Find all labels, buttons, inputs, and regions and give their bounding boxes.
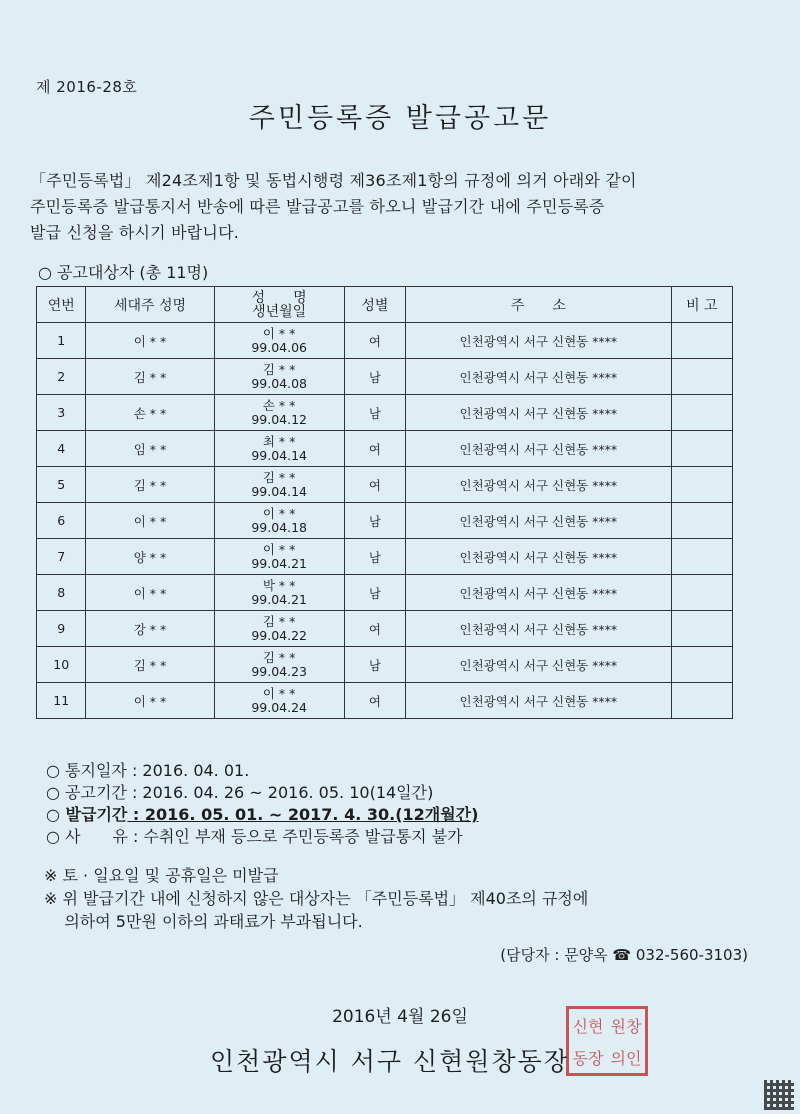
row-note (671, 611, 732, 647)
row-address: 인천광역시 서구 신현동 **** (406, 647, 672, 683)
row-name: 최 * * (262, 433, 296, 449)
row-address: 인천광역시 서구 신현동 **** (406, 467, 672, 503)
row-name-dob (214, 575, 344, 611)
row-note (671, 359, 732, 395)
row-name: 이 * * (262, 685, 296, 701)
row-number: 7 (37, 539, 86, 575)
row-note (671, 431, 732, 467)
row-note (671, 503, 732, 539)
table-row (37, 683, 733, 719)
row-dob: 99.04.06 (251, 339, 307, 355)
qr-code-icon (764, 1080, 794, 1110)
row-dob: 99.04.12 (251, 411, 307, 427)
row-household-head: 손 * * (86, 395, 214, 431)
row-name-dob (214, 431, 344, 467)
row-sex: 여 (344, 323, 405, 359)
row-household-head: 김 * * (86, 647, 214, 683)
row-address: 인천광역시 서구 신현동 **** (406, 503, 672, 539)
row-address: 인천광역시 서구 신현동 **** (406, 539, 672, 575)
table-row (37, 323, 733, 359)
row-address: 인천광역시 서구 신현동 **** (406, 683, 672, 719)
row-household-head: 양 * * (86, 539, 214, 575)
col-header-address: 주 소 (406, 287, 672, 323)
row-name: 이 * * (262, 541, 296, 557)
row-name-dob (214, 323, 344, 359)
row-name-dob (214, 539, 344, 575)
row-note (671, 647, 732, 683)
row-name-dob (214, 647, 344, 683)
row-address: 인천광역시 서구 신현동 **** (406, 395, 672, 431)
row-name: 박 * * (262, 577, 296, 593)
row-number: 10 (37, 647, 86, 683)
row-household-head: 강 * * (86, 611, 214, 647)
col-header-head: 세대주 성명 (86, 287, 214, 323)
table-row (37, 395, 733, 431)
row-dob: 99.04.21 (251, 555, 307, 571)
row-note (671, 395, 732, 431)
row-dob: 99.04.23 (251, 663, 307, 679)
row-address: 인천광역시 서구 신현동 **** (406, 575, 672, 611)
table-row (37, 503, 733, 539)
issue-date: 2016년 4월 26일 (332, 1007, 468, 1027)
row-name-dob (214, 359, 344, 395)
row-name: 김 * * (262, 361, 296, 377)
col-header-note: 비 고 (671, 287, 732, 323)
notes (44, 864, 588, 933)
row-dob: 99.04.18 (251, 519, 307, 535)
intro-line: 주민등록증 발급통지서 반송에 따른 발급공고를 하오니 발급기간 내에 주민등록증 (30, 197, 605, 216)
col-header-no: 연번 (37, 287, 86, 323)
table-row (37, 431, 733, 467)
row-name-dob (214, 503, 344, 539)
intro-paragraph (30, 168, 770, 246)
row-address: 인천광역시 서구 신현동 **** (406, 359, 672, 395)
table-row (37, 467, 733, 503)
row-household-head: 임 * * (86, 431, 214, 467)
notice-date: ○ 통지일자 : 2016. 04. 01. (46, 761, 250, 780)
issuer-name: 인천광역시 서구 신현원창동장 (210, 1047, 570, 1076)
row-name-dob (214, 611, 344, 647)
table-row (37, 539, 733, 575)
row-sex: 여 (344, 467, 405, 503)
issue-period-label: ○ 발급기간 (46, 805, 128, 824)
seal-char: 동장 (572, 1048, 604, 1068)
row-dob: 99.04.24 (251, 699, 307, 715)
row-household-head: 이 * * (86, 575, 214, 611)
row-dob: 99.04.21 (251, 591, 307, 607)
issue-period-value: : 2016. 05. 01. ~ 2017. 4. 30.(12개월간) (127, 805, 479, 824)
row-note (671, 467, 732, 503)
page-title: 주민등록증 발급공고문 (248, 103, 552, 134)
row-dob: 99.04.14 (251, 447, 307, 463)
row-note (671, 539, 732, 575)
notice-info (46, 760, 478, 848)
row-dob: 99.04.14 (251, 483, 307, 499)
col-header-name-bottom: 생년월일 (252, 303, 307, 320)
row-sex: 남 (344, 575, 405, 611)
row-dob: 99.04.08 (251, 375, 307, 391)
row-name-dob (214, 467, 344, 503)
seal-char: 원창 (610, 1016, 642, 1036)
row-number: 6 (37, 503, 86, 539)
row-number: 1 (37, 323, 86, 359)
row-name: 손 * * (262, 397, 296, 413)
seal-char: 신현 (572, 1016, 604, 1036)
row-sex: 남 (344, 647, 405, 683)
note-line: 의하여 5만원 이하의 과태료가 부과됩니다. (44, 912, 363, 931)
table-row (37, 575, 733, 611)
row-name: 이 * * (262, 325, 296, 341)
row-note (671, 683, 732, 719)
row-note (671, 575, 732, 611)
table-row (37, 359, 733, 395)
col-header-sex: 성별 (344, 287, 405, 323)
row-household-head: 김 * * (86, 467, 214, 503)
row-name: 이 * * (262, 505, 296, 521)
table-row (37, 647, 733, 683)
row-sex: 남 (344, 395, 405, 431)
document-number: 제 2016-28호 (36, 78, 138, 96)
row-note (671, 323, 732, 359)
row-sex: 남 (344, 503, 405, 539)
row-name: 김 * * (262, 469, 296, 485)
row-number: 3 (37, 395, 86, 431)
row-household-head: 이 * * (86, 683, 214, 719)
row-address: 인천광역시 서구 신현동 **** (406, 323, 672, 359)
row-number: 8 (37, 575, 86, 611)
row-name: 김 * * (262, 649, 296, 665)
row-sex: 여 (344, 683, 405, 719)
row-number: 4 (37, 431, 86, 467)
row-sex: 여 (344, 611, 405, 647)
row-number: 2 (37, 359, 86, 395)
note-line: ※ 위 발급기간 내에 신청하지 않은 대상자는 「주민등록법」 제40조의 규정에 (44, 889, 589, 908)
row-name-dob (214, 683, 344, 719)
recipient-table (36, 286, 733, 719)
seal-char: 의인 (610, 1048, 642, 1068)
row-sex: 여 (344, 431, 405, 467)
intro-line: 발급 신청을 하시기 바랍니다. (30, 223, 240, 242)
row-sex: 남 (344, 359, 405, 395)
col-header-name-top: 성 명 (251, 289, 307, 306)
row-address: 인천광역시 서구 신현동 **** (406, 431, 672, 467)
col-header-name (214, 287, 344, 323)
official-seal-icon (566, 1006, 648, 1076)
row-dob: 99.04.22 (251, 627, 307, 643)
contact-info: (담당자 : 문양옥 ☎ 032-560-3103) (500, 946, 748, 964)
intro-line: 「주민등록법」 제24조제1항 및 동법시행령 제36조제1항의 규정에 의거 아래와 같이 (30, 171, 637, 190)
row-name-dob (214, 395, 344, 431)
target-heading: ○ 공고대상자 (총 11명) (38, 263, 209, 282)
row-number: 9 (37, 611, 86, 647)
row-sex: 남 (344, 539, 405, 575)
row-household-head: 김 * * (86, 359, 214, 395)
reason: ○ 사 유 : 수취인 부재 등으로 주민등록증 발급통지 불가 (46, 827, 463, 846)
row-number: 5 (37, 467, 86, 503)
row-household-head: 이 * * (86, 503, 214, 539)
row-name: 김 * * (262, 613, 296, 629)
note-line: ※ 토 · 일요일 및 공휴일은 미발급 (44, 866, 279, 885)
row-household-head: 이 * * (86, 323, 214, 359)
table-row (37, 611, 733, 647)
row-address: 인천광역시 서구 신현동 **** (406, 611, 672, 647)
row-number: 11 (37, 683, 86, 719)
announce-period: ○ 공고기간 : 2016. 04. 26 ~ 2016. 05. 10(14일간) (46, 783, 434, 802)
table-header-row (37, 287, 733, 323)
issue-period (46, 804, 478, 826)
